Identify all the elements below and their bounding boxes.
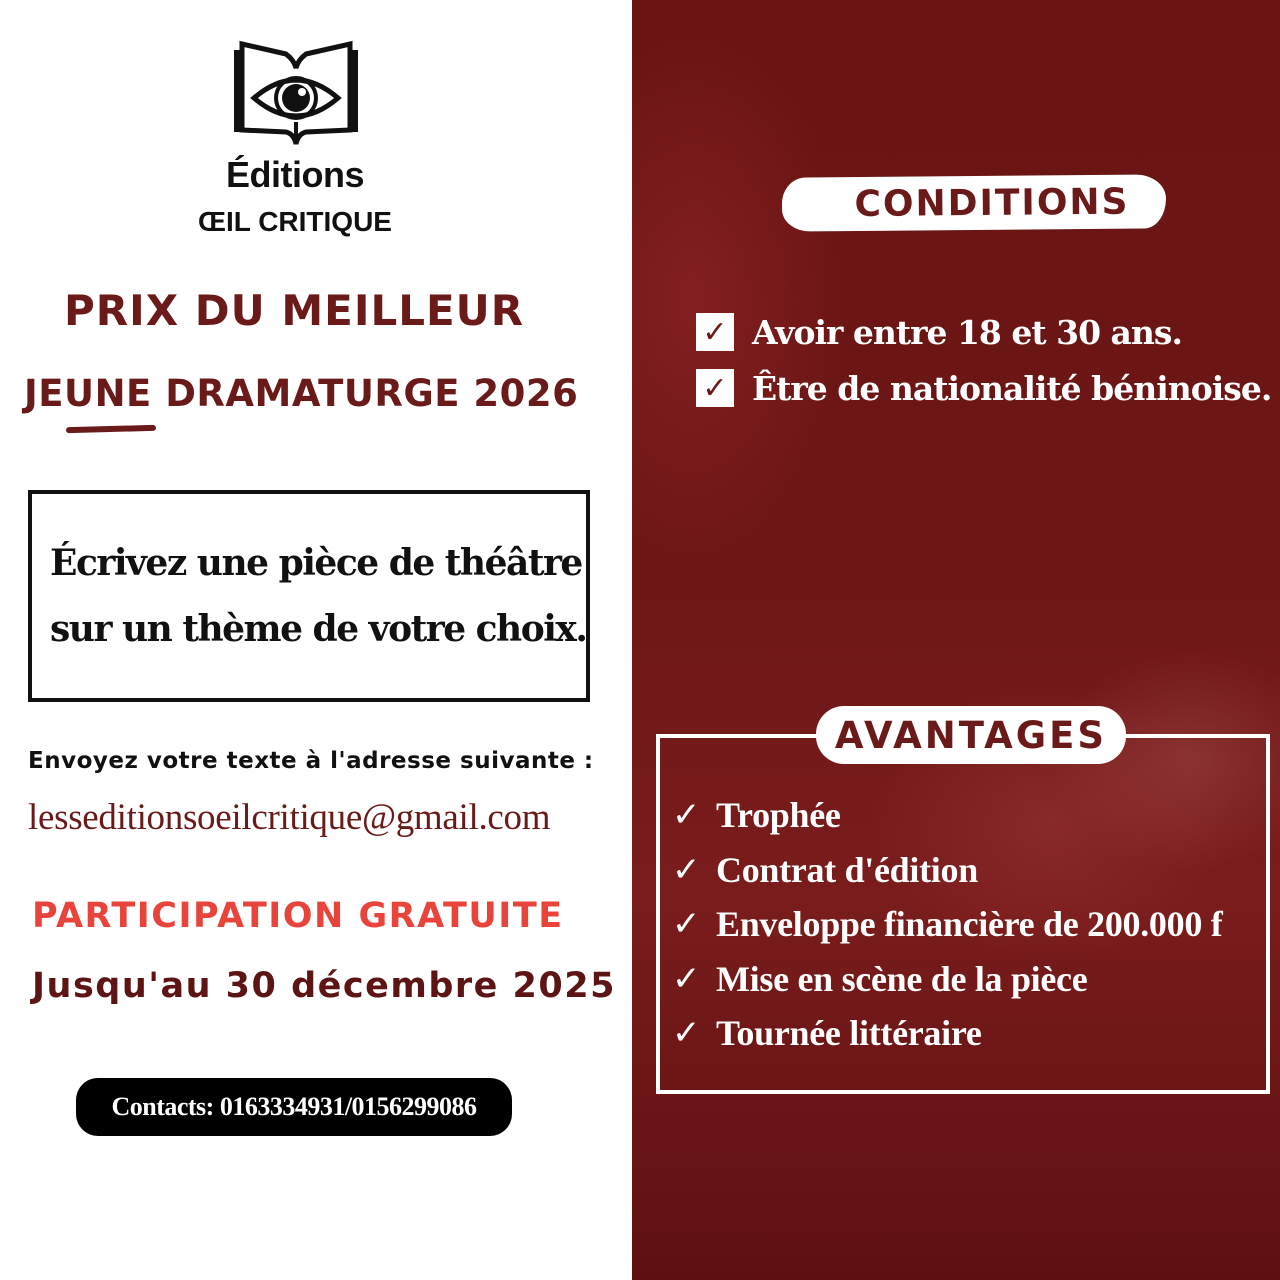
- checkmark-icon: ✓: [672, 1013, 701, 1054]
- checkbox-checked-icon: ✓: [696, 369, 734, 407]
- condition-item: [696, 304, 1271, 360]
- conditions-heading: CONDITIONS: [854, 181, 1130, 225]
- brand-subtitle: ŒIL CRITIQUE: [198, 206, 392, 237]
- checkbox-checked-icon: ✓: [696, 313, 734, 351]
- advantages-heading-badge: [816, 706, 1126, 764]
- deadline-label: Jusqu'au 30 décembre 2025: [32, 966, 616, 1006]
- advantage-item: [672, 952, 1222, 1007]
- headline-line1: PRIX DU MEILLEUR: [64, 286, 525, 335]
- advantage-item: [672, 788, 1222, 843]
- checkmark-icon: ✓: [672, 904, 701, 945]
- advantage-item: [672, 843, 1222, 898]
- advantage-item: [672, 897, 1222, 952]
- condition-item: [696, 360, 1271, 416]
- contacts-text: Contacts: 0163334931/0156299086: [111, 1092, 477, 1121]
- advantages-list: [672, 788, 1222, 1061]
- right-panel: [632, 0, 1280, 1280]
- left-panel: [0, 0, 632, 1280]
- headline-line2: JEUNE DRAMATURGE 2026: [24, 372, 579, 415]
- advantage-text: Trophée: [716, 795, 841, 836]
- free-participation-label: PARTICIPATION GRATUITE: [32, 896, 564, 936]
- prompt-box: [28, 490, 590, 702]
- conditions-heading-badge: [782, 174, 1166, 231]
- submission-email-link[interactable]: lesseditionsoeilcritique@gmail.com: [28, 797, 551, 838]
- checkmark-icon: ✓: [672, 849, 701, 890]
- prompt-line2: sur un thème de votre choix.: [50, 608, 587, 650]
- submission-label: Envoyez votre texte à l'adresse suivante :: [28, 748, 594, 774]
- condition-text: Avoir entre 18 et 30 ans.: [752, 312, 1182, 352]
- advantage-item: [672, 1006, 1222, 1061]
- contacts-badge: [76, 1078, 512, 1136]
- advantage-text: Mise en scène de la pièce: [716, 958, 1088, 999]
- brand-title: Éditions: [226, 154, 364, 195]
- advantage-text: Contrat d'édition: [716, 849, 978, 890]
- prompt-line1: Écrivez une pièce de théâtre: [50, 542, 582, 584]
- conditions-list: [696, 304, 1271, 416]
- advantage-text: Tournée littéraire: [716, 1013, 982, 1054]
- checkmark-icon: ✓: [672, 795, 701, 836]
- condition-text: Être de nationalité béninoise.: [752, 368, 1272, 408]
- advantage-text: Enveloppe financière de 200.000 f: [716, 904, 1223, 945]
- advantages-heading: AVANTAGES: [834, 713, 1108, 757]
- underline-decoration: [66, 425, 156, 433]
- open-book-eye-icon: [228, 40, 364, 146]
- checkmark-icon: ✓: [672, 958, 701, 999]
